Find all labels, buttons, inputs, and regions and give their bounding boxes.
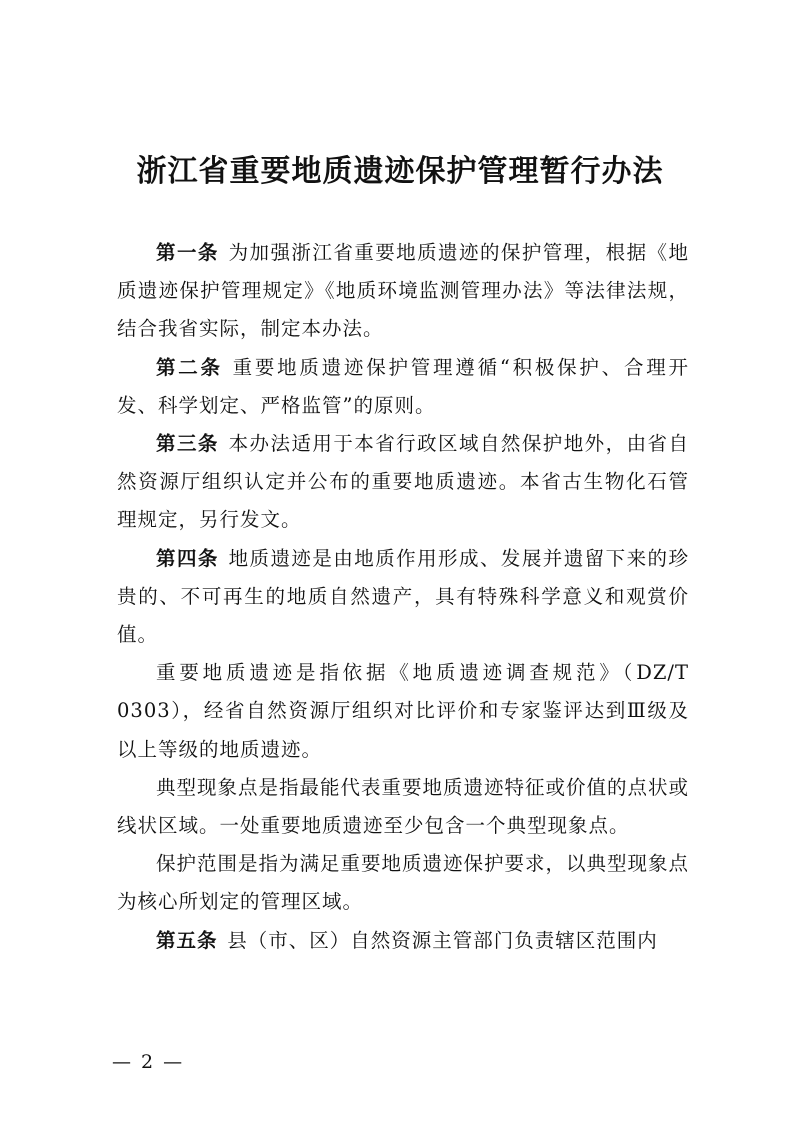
article-1 xyxy=(117,234,689,349)
article-4 xyxy=(117,540,689,655)
article-5 xyxy=(117,922,689,960)
document-body xyxy=(117,234,689,960)
paragraph-text: 保护范围是指为满足重要地质遗迹保护要求，以典型现象点为核心所划定的管理区域。 xyxy=(117,852,690,914)
article-text: 本办法适用于本省行政区域自然保护地外，由省自然资源厅组织认定并公布的重要地质遗迹。本省古生物化石管理规定，另行发文。 xyxy=(117,432,689,532)
article-heading: 第二条 xyxy=(156,355,223,379)
article-heading: 第一条 xyxy=(156,241,219,264)
article-text: 重要地质遗迹保护管理遵循“积极保护、合理开发、科学划定、严格监管”的原则。 xyxy=(117,355,689,417)
definition-paragraph xyxy=(117,654,689,769)
article-3 xyxy=(117,425,689,540)
article-text: 地质遗迹是由地质作用形成、发展并遗留下来的珍贵的、不可再生的地质自然遗产，具有特殊科学意义和观赏价值。 xyxy=(117,546,689,647)
page-title: 浙江省重要地质遗迹保护管理暂行办法 xyxy=(136,154,664,189)
article-text: 为加强浙江省重要地质遗迹的保护管理，根据《地质遗迹保护管理规定》《地质环境监测管理办法》等法律法规，结合我省实际，制定本办法。 xyxy=(117,241,689,341)
article-text: 县（市、区）自然资源主管部门负责辖区范围内 xyxy=(227,928,658,952)
page-number: — 2 — xyxy=(112,1051,185,1073)
definition-paragraph xyxy=(117,845,689,921)
paragraph-text: 重要地质遗迹是指依据《地质遗迹调查规范》（DZ/T 0303），经省自然资源厅组织对比评价和专家鉴评达到Ⅲ级及以上等级的地质遗迹。 xyxy=(117,661,689,761)
article-heading: 第五条 xyxy=(156,928,218,952)
article-heading: 第三条 xyxy=(156,432,219,456)
article-heading: 第四条 xyxy=(156,546,219,570)
article-2 xyxy=(117,349,689,425)
definition-paragraph xyxy=(117,769,689,845)
paragraph-text: 典型现象点是指最能代表重要地质遗迹特征或价值的点状或线状区域。一处重要地质遗迹至少包含一个典型现象点。 xyxy=(117,775,690,838)
